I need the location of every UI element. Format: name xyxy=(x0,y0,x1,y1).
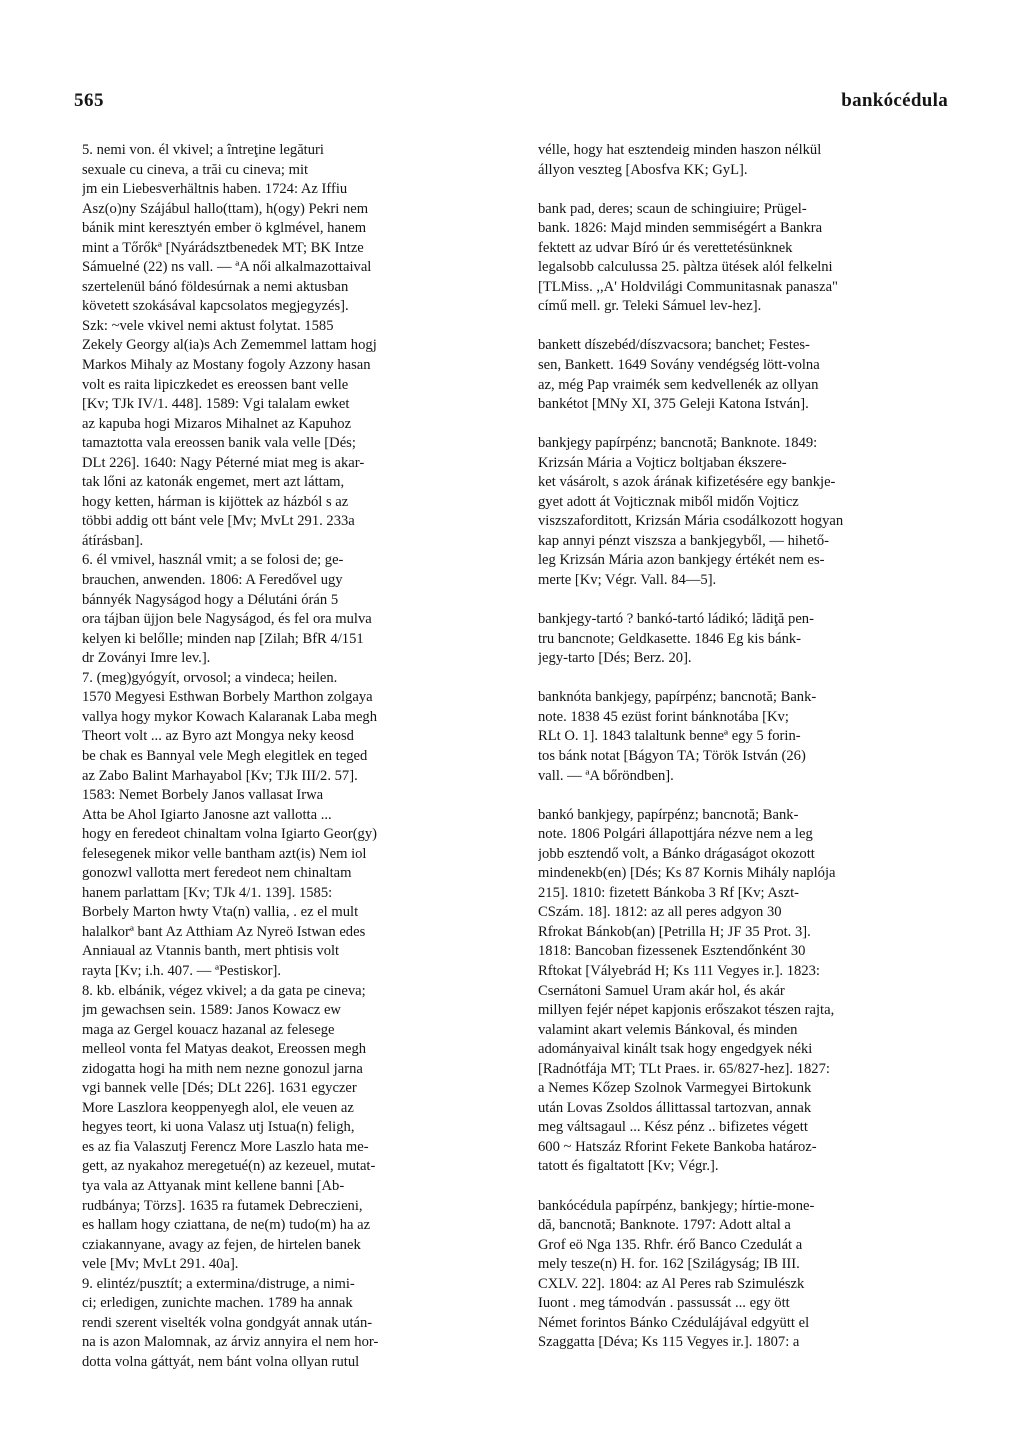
text-line: bank pad, deres; scaun de schingiuire; Prügel- xyxy=(538,200,807,217)
text-line: az kapuba hogi Mizaros Mihalnet az Kapuhoz xyxy=(82,415,352,432)
text-line: dă, bancnotă; Banknote. 1797: Adott altal a xyxy=(538,1217,791,1234)
text-line: vall. — ªA bőröndben]. xyxy=(538,767,674,784)
text-line: tak lőni az katonák engemet, mert azt láttam, xyxy=(82,474,345,491)
text-line: 1570 Megyesi Esthwan Borbely Marthon zolgaya xyxy=(82,689,373,706)
text-line: volt es raita lipiczkedet es ereossen bant velle xyxy=(82,376,349,393)
text-line: rayta [Kv; i.h. 407. — ªPestiskor]. xyxy=(82,962,281,979)
text-line: es hallam hogy cziattana, de ne(m) tudo(m) ha az xyxy=(82,1217,371,1234)
text-line: hegyes teort, ki uona Valasz utj Istua(n) feligh, xyxy=(82,1119,355,1136)
paragraph-gap xyxy=(538,180,948,200)
text-line: bankjegy-tartó ? bankó-tartó ládikó; lădiţă pen- xyxy=(538,611,814,628)
text-line: 7. (meg)gyógyít, orvosol; a vindeca; heilen. xyxy=(82,669,338,686)
text-line: jm gewachsen sein. 1589: Janos Kowacz ew xyxy=(82,1002,341,1019)
text-line: vallya hogy mykor Kowach Kalaranak Laba megh xyxy=(82,708,378,725)
paragraph-gap xyxy=(538,669,948,689)
text-line: 600 ~ Hatszáz Rforint Fekete Bankoba határoz- xyxy=(538,1138,817,1155)
text-line: hogy ketten, hárman is kijöttek az házból s az xyxy=(82,493,349,510)
text-line: Krizsán Mária a Vojticz boltjaban ékszere- xyxy=(538,454,787,471)
text-line: kelyen ki belőlle; minden nap [Zilah; BfR 4/151 xyxy=(82,630,364,647)
text-line: jm ein Liebesverhältnis haben. 1724: Az Iffiu xyxy=(82,181,348,198)
text-line: Csernátoni Samuel Uram akár hol, és akár xyxy=(538,982,785,999)
text-line: hanem parlattam [Kv; TJk 4/1. 139]. 1585: xyxy=(82,884,333,901)
text-line: 5. nemi von. él vkivel; a întreţine legături xyxy=(82,142,324,158)
text-line: maga az Gergel kouacz hazanal az felesege xyxy=(82,1021,335,1038)
text-line: sexuale cu cineva, a trăi cu cineva; mit xyxy=(82,161,309,178)
text-line: tamaztotta vala ereossen banik vala velle [Dés; xyxy=(82,435,356,452)
text-line: 1583: Nemet Borbely Janos vallasat Irwa xyxy=(82,787,324,804)
text-line: után Lovas Zsoldos állittassal tartozvan, annak xyxy=(538,1099,812,1116)
text-line: tru bancnote; Geldkasette. 1846 Eg kis bánk- xyxy=(538,630,802,647)
text-line: ora tájban üjjon bele Nagyságod, és fel ora mulva xyxy=(82,611,372,628)
left-column xyxy=(82,141,502,1372)
text-line: CXLV. 22]. 1804: az Al Peres rab Szimulészk xyxy=(538,1275,805,1292)
text-line: bank. 1826: Majd minden semmiségért a Bankra xyxy=(538,220,823,237)
text-line: szertelenül bánó földesúrnak a nemi aktusban xyxy=(82,278,349,295)
text-line: brauchen, anwenden. 1806: A Feredővel ugy xyxy=(82,572,343,589)
text-line: dotta volna gáttyát, nem bánt volna ollyan rutul xyxy=(82,1353,360,1370)
text-line: be chak es Bannyal vele Megh elegitlek en teged xyxy=(82,747,368,764)
text-line: hogy en feredeot chinaltam volna Igiarto Geor(gy) xyxy=(82,826,378,843)
text-line: jobb esztendő volt, a Bánko drágaságot okozott xyxy=(538,845,815,862)
text-line: 9. elintéz/pusztít; a extermina/distruge, a nimi- xyxy=(82,1275,355,1292)
text-line: tos bánk notat [Bágyon TA; Török István (26) xyxy=(538,747,806,764)
text-line: More Laszlora keoppenyegh alol, ele veuen az xyxy=(82,1099,354,1116)
text-line: bánik mint keresztyén ember ö kglmével, hanem xyxy=(82,220,367,237)
text-line: na is azon Malomnak, az árviz annyira el nem hor- xyxy=(82,1334,379,1351)
text-line: ci; erledigen, zunichte machen. 1789 ha annak xyxy=(82,1295,353,1312)
text-line: tatott és figaltatott [Kv; Végr.]. xyxy=(538,1158,719,1175)
text-line: DLt 226]. 1640: Nagy Péterné miat meg is akar- xyxy=(82,454,365,471)
text-line: legalsobb calculussa 25. pàltza ütések alól felkelni xyxy=(538,259,833,276)
text-line: bankett díszebéd/díszvacsora; banchet; Festes- xyxy=(538,337,810,354)
text-line: Rfrokat Bánkob(an) [Petrilla H; JF 35 Prot. 3]. xyxy=(538,923,811,940)
text-line: [Radnótfája MT; TLt Praes. ir. 65/827-hez]. 1827: xyxy=(538,1060,830,1077)
text-line: cziakannyane, avagy az fejen, de hirtelen banek xyxy=(82,1236,361,1253)
text-line: Asz(o)ny Szájábul hallo(ttam), h(ogy) Pekri nem xyxy=(82,200,369,217)
page-number: 565 xyxy=(74,90,104,111)
paragraph-gap xyxy=(538,786,948,806)
text-line: ket vásárolt, s azok árának kifizetésére egy bankje- xyxy=(538,474,836,491)
text-line: többi addig ott bánt vele [Mv; MvLt 291. 233a xyxy=(82,513,355,530)
text-line: banknóta bankjegy, papírpénz; bancnotă; Bank- xyxy=(538,689,817,706)
text-line: mint a Tőrőkª [Nyárádsztbenedek MT; BK Intze xyxy=(82,239,364,256)
text-line: bánnyék Nagyságod hogy a Délutáni órán 5 xyxy=(82,591,339,608)
text-line: Iuont . meg támodván . passussát ... egy ött xyxy=(538,1295,790,1312)
right-column xyxy=(538,141,948,1353)
text-line: vgi bannek velle [Dés; DLt 226]. 1631 egyczer xyxy=(82,1080,357,1097)
text-line: tya vala az Attyanak mint kellene banni [Ab- xyxy=(82,1177,345,1194)
text-line: rudbánya; Törzs]. 1635 ra futamek Debreczieni, xyxy=(82,1197,363,1214)
paragraph-gap xyxy=(538,415,948,435)
text-line: gonozwl vallotta mert feredeot nem chinaltam xyxy=(82,865,352,882)
text-line: rendi szerent viselték volna gondgyát annak után- xyxy=(82,1314,373,1331)
text-line: Szaggatta [Déva; Ks 115 Vegyes ir.]. 1807: a xyxy=(538,1334,800,1351)
text-line: viszszaforditott, Krizsán Mária csodálkozott hogyan xyxy=(538,513,844,530)
text-line: Szk: ~vele vkivel nemi aktust folytat. 1585 xyxy=(82,317,334,334)
text-line: kap annyi pénzt viszsza a bankjegyből, — hihető- xyxy=(538,532,829,549)
text-line: az Zabo Balint Marhayabol [Kv; TJk III/2. 57]. xyxy=(82,767,358,784)
text-line: jegy-tarto [Dés; Berz. 20]. xyxy=(538,650,692,667)
text-line: vele [Mv; MvLt 291. 40a]. xyxy=(82,1256,239,1273)
text-line: vélle, hogy hat esztendeig minden haszon nélkül xyxy=(538,142,822,158)
text-line: című mell. gr. Teleki Sámuel lev-hez]. xyxy=(538,298,762,315)
text-line: bankó bankjegy, papírpénz; bancnotă; Bank- xyxy=(538,806,799,823)
text-line: Borbely Marton hwty Vta(n) vallia, . ez el mult xyxy=(82,904,359,921)
text-line: es az fia Valaszutj Ferencz More Laszlo hata me- xyxy=(82,1138,369,1155)
text-line: Zekely Georgy al(ia)s Ach Zememmel lattam hogj xyxy=(82,337,377,354)
text-line: a Nemes Kőzep Szolnok Varmegyei Birtokunk xyxy=(538,1080,812,1097)
text-line: mindenekb(en) [Dés; Ks 87 Kornis Mihály naplója xyxy=(538,865,836,882)
text-line: Grof eö Nga 135. Rhfr. érő Banco Czedulát a xyxy=(538,1236,803,1253)
text-line: felesegenek mikor velle bantham azt(is) Nem iol xyxy=(82,845,367,862)
text-line: Rftokat [Vályebrád H; Ks 111 Vegyes ir.]. 1823: xyxy=(538,962,820,979)
text-line: [Kv; TJk IV/1. 448]. 1589: Vgi talalam ewket xyxy=(82,396,350,413)
text-line: dr Zoványi Imre lev.]. xyxy=(82,650,211,667)
text-line: gyet adott át Vojticznak miből midőn Vojticz xyxy=(538,493,799,510)
text-line: átírásban]. xyxy=(82,532,144,549)
text-line: CSzám. 18]. 1812: az all peres adgyon 30 xyxy=(538,904,782,921)
text-line: [TLMiss. ,,A' Holdvilági Communitasnak panasza" xyxy=(538,278,839,295)
text-line: millyen fejér népet kapjonis erőszakot tészen rajta, xyxy=(538,1002,835,1019)
text-line: Német forintos Bánko Czédulájával edgyütt el xyxy=(538,1314,810,1331)
text-line: note. 1838 45 ezüst forint bánknotába [Kv; xyxy=(538,708,789,725)
text-line: követett szokásával kapcsolatos megjegyzés]. xyxy=(82,298,349,315)
text-line: Atta be Ahol Igiarto Janosne azt vallotta ... xyxy=(82,806,332,823)
text-line: állyon veszteg [Abosfva KK; GyL]. xyxy=(538,161,748,178)
text-line: Sámuelné (22) ns vall. — ªA női alkalmazottaival xyxy=(82,259,372,276)
text-line: bankétot [MNy XI, 375 Geleji Katona István]. xyxy=(538,396,809,413)
text-line: RLt O. 1]. 1843 talaltunk bennеª egy 5 forin- xyxy=(538,728,801,745)
text-line: melleol vonta fel Matyas deakot, Ereossen megh xyxy=(82,1041,367,1058)
text-line: halalkorª bant Az Atthiam Az Nyreö Istwan edes xyxy=(82,923,366,940)
text-line: bankjegy papírpénz; bancnotă; Banknote. 1849: xyxy=(538,435,818,452)
text-line: bankócédula papírpénz, bankjegy; hírtie-mone- xyxy=(538,1197,815,1214)
text-line: note. 1806 Polgári állapottjára nézve nem a leg xyxy=(538,826,813,843)
text-line: sen, Bankett. 1649 Sovány vendégség lött-volna xyxy=(538,357,820,374)
text-line: valamint akart velemis Bánkoval, és minden xyxy=(538,1021,798,1038)
running-head: bankócédula xyxy=(841,90,948,111)
text-line: merte [Kv; Végr. Vall. 84—5]. xyxy=(538,572,717,589)
text-line: az, még Pap vraimék sem kedvellenék az ollyan xyxy=(538,376,819,393)
text-line: Anniaual az Vtannis banth, mert phtisis volt xyxy=(82,943,340,960)
text-line: Markos Mihaly az Mostany fogoly Azzony hasan xyxy=(82,357,371,374)
paragraph-gap xyxy=(538,591,948,611)
text-line: leg Krizsán Mária azon bankjegy értékét nem es- xyxy=(538,552,825,569)
text-line: gett, az nyakahoz meregetué(n) az kezeuel, mutat- xyxy=(82,1158,376,1175)
text-line: zidogatta hogi ha mith nem nezne gonozul jarna xyxy=(82,1060,363,1077)
text-line: meg váltsagaul ... Kész pénz .. bifizetes végett xyxy=(538,1119,808,1136)
text-line: 6. él vmivel, használ vmit; a se folosi de; ge- xyxy=(82,552,344,569)
text-line: adományaival kinált tsak hogy engedgyek néki xyxy=(538,1041,813,1058)
text-line: Theort volt ... az Byro azt Mongya neky keosd xyxy=(82,728,354,745)
text-line: 1818: Bancoban fizessenek Esztendőnként 30 xyxy=(538,943,806,960)
paragraph-gap xyxy=(538,317,948,337)
paragraph-gap xyxy=(538,1177,948,1197)
text-line: 8. kb. elbánik, végez vkivel; a da gata pe cineva; xyxy=(82,982,366,999)
text-line: 215]. 1810: fizetett Bánkoba 3 Rf [Kv; Aszt- xyxy=(538,884,800,901)
text-line: fektett az udvar Bíró úr és verettetésünknek xyxy=(538,239,793,256)
text-line: mely tesze(n) H. for. 162 [Szilágyság; IB III. xyxy=(538,1256,800,1273)
